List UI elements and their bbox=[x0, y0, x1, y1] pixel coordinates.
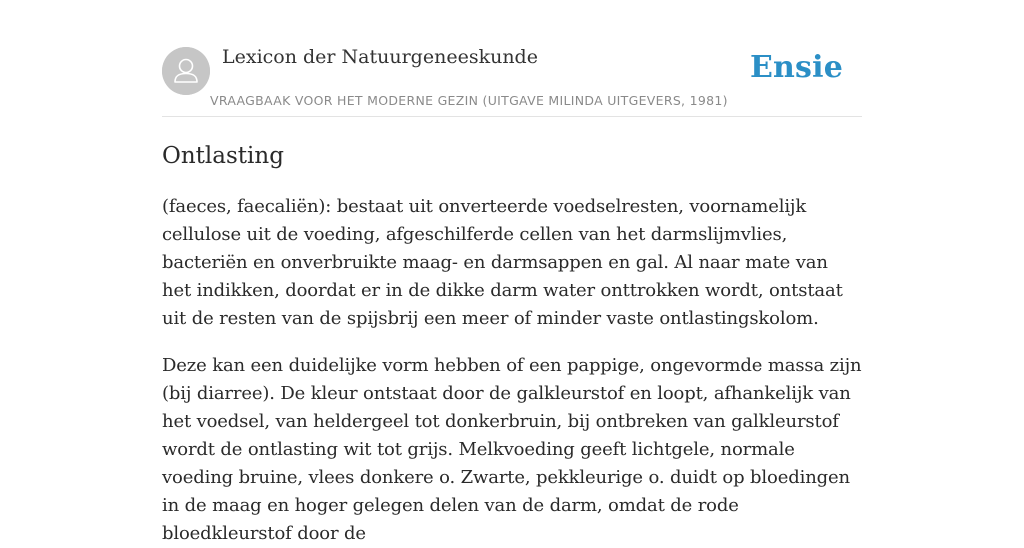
source-subtitle: VRAAGBAAK VOOR HET MODERNE GEZIN (UITGAVE MILINDA UITGEVERS, 1981) bbox=[210, 93, 728, 108]
article bbox=[162, 0, 862, 548]
avatar[interactable] bbox=[162, 47, 210, 95]
source-header bbox=[162, 0, 862, 117]
entry-title: Ontlasting bbox=[162, 143, 284, 169]
entry-paragraph-1: (faeces, faecaliën): bestaat uit onverteerde voedselresten, voornamelijk cellulose uit de voeding, afgeschilferde cellen van het darmslijmvlies, bacteriën en onverbruikte maag- en darmsappen en gal. Al naar mate van het indikken, doordat er in de dikke darm water onttrokken wordt, ontstaat uit de resten van de spijsbrij een meer of minder vaste ontlastingskolom. bbox=[162, 196, 843, 329]
entry-paragraph-2: Deze kan een duidelijke vorm hebben of een pappige, ongevormde massa zijn (bij diarree). De kleur ontstaat door de galkleurstof en loopt, afhankelijk van het voedsel, van heldergeel tot donkerbruin, bij ontbreken van galkleurstof wordt de ontlasting wit tot grijs. Melkvoeding geeft lichtgele, normale voeding bruine, vlees donkere o. Zwarte, pekkleurige o. duidt op bloedingen in de maag en hoger gelegen delen van de darm, omdat de rode bloedkleurstof door de bbox=[162, 355, 862, 544]
brand-logo[interactable]: Ensie bbox=[749, 50, 843, 85]
user-icon bbox=[162, 47, 210, 95]
source-title[interactable]: Lexicon der Natuurgeneeskunde bbox=[222, 46, 538, 68]
